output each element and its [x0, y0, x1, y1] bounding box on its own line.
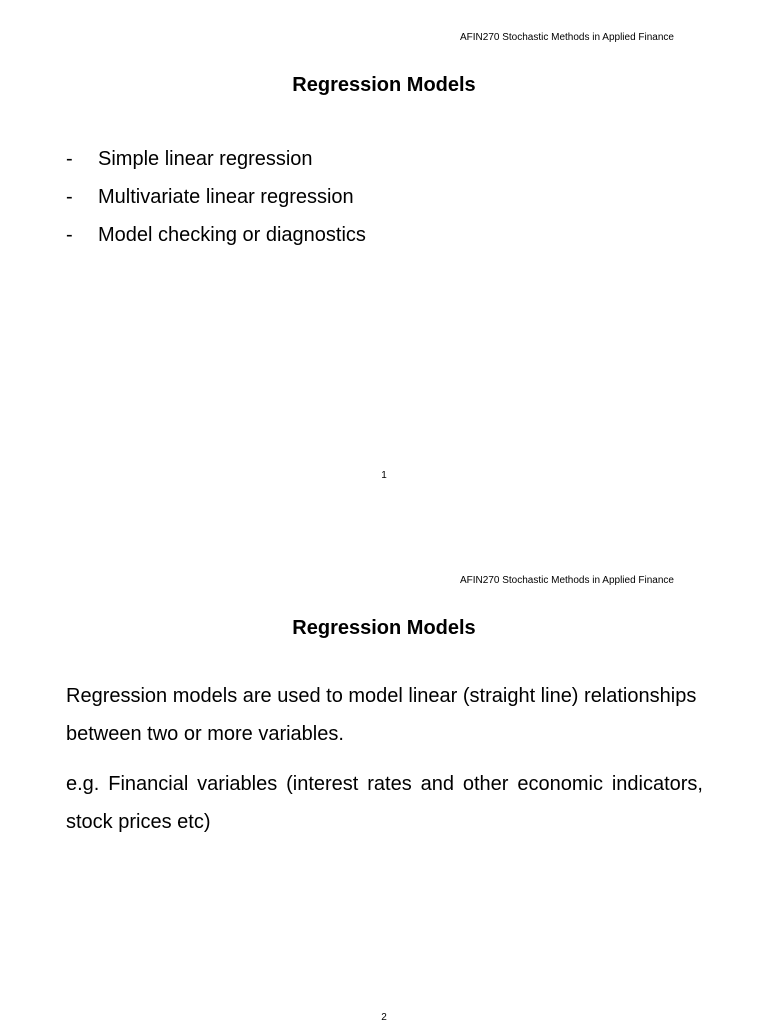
page-title: Regression Models: [292, 74, 476, 96]
bullet-dash: -: [66, 224, 73, 246]
page-number: 1: [381, 470, 387, 481]
list-item-text: Model checking or diagnostics: [98, 224, 366, 246]
list-item-text: Simple linear regression: [98, 148, 313, 170]
body-paragraph: e.g. Financial variables (interest rates and other economic indicators, stock prices etc): [66, 773, 703, 833]
page-number: 2: [381, 1012, 387, 1023]
body-paragraph: Regression models are used to model linear (straight line) relationships between two or more variables.: [66, 685, 697, 745]
bullet-dash: -: [66, 186, 73, 208]
list-item-text: Multivariate linear regression: [98, 186, 354, 208]
bullet-dash: -: [66, 148, 73, 170]
document-page-2: [0, 543, 768, 1024]
running-header: AFIN270 Stochastic Methods in Applied Finance: [459, 575, 674, 586]
running-header: AFIN270 Stochastic Methods in Applied Finance: [459, 32, 674, 43]
page-title: Regression Models: [292, 617, 476, 639]
